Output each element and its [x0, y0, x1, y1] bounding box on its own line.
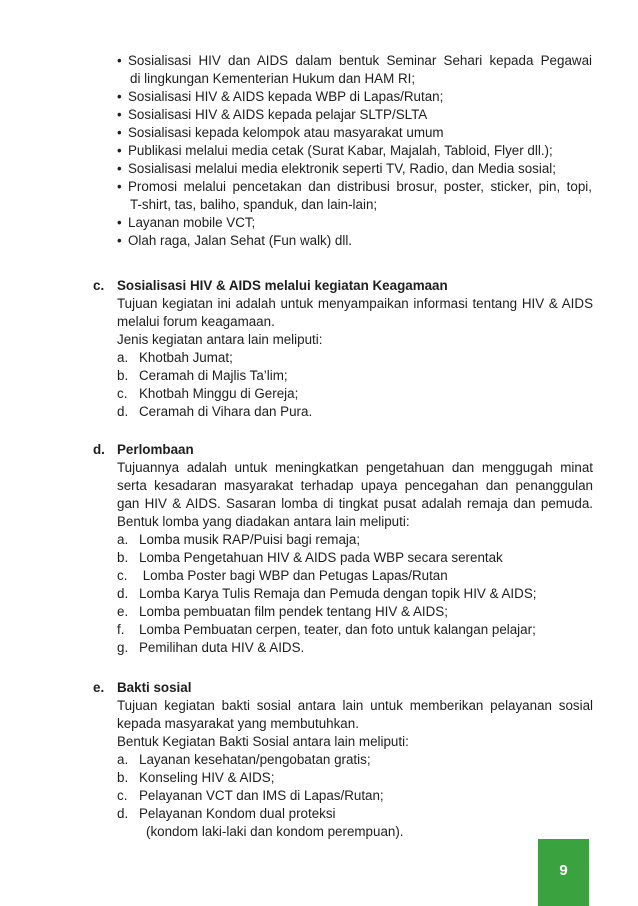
list-text: Lomba Pengetahuan HIV & AIDS pada WBP secara serentak — [139, 550, 503, 565]
bullet-text: Layanan mobile VCT; — [128, 215, 256, 230]
bullet-text-cont: T-shirt, tas, baliho, spanduk, dan lain-lain; — [130, 197, 378, 212]
bullet-dot: • — [117, 179, 122, 194]
paragraph-line: serta kesadaran masyarakat terhadap upaya pencegahan dan penanggulan — [117, 478, 593, 493]
bullet-item — [117, 160, 592, 178]
list-letter: d. — [117, 586, 129, 601]
bullet-text: Promosi melalui pencetakan dan distribusi brosur, poster, sticker, pin, topi, — [128, 179, 592, 194]
list-item — [117, 751, 593, 769]
bullet-text: Sosialisasi kepada kelompok atau masyarakat umum — [128, 125, 444, 140]
page-number-box — [538, 839, 589, 906]
list-item — [117, 549, 593, 567]
list-letter: b. — [117, 770, 129, 785]
list-letter: d. — [117, 404, 129, 419]
bullet-item — [117, 232, 592, 250]
list-letter: d. — [117, 806, 129, 821]
paragraph-line: Tujuannya adalah untuk meningkatkan pengetahuan dan menggugah minat — [117, 460, 593, 475]
bullet-text: Olah raga, Jalan Sehat (Fun walk) dll. — [128, 233, 353, 248]
bullet-item — [117, 178, 592, 214]
bullet-text: Sosialisasi melalui media elektronik seperti TV, Radio, dan Media sosial; — [128, 161, 556, 176]
list-letter: e. — [117, 604, 129, 619]
bullet-dot: • — [117, 161, 122, 176]
bullet-list — [117, 52, 592, 250]
list-letter: b. — [117, 368, 129, 383]
list-item — [117, 603, 593, 621]
page-number: 9 — [559, 862, 568, 879]
list-item — [117, 787, 593, 805]
section-body — [117, 679, 593, 841]
list-letter: g. — [117, 640, 129, 655]
bullet-dot: • — [117, 143, 122, 158]
paragraph-line: Tujuan kegiatan bakti sosial antara lain untuk memberikan pelayanan sosial — [117, 698, 593, 713]
list-letter: a. — [117, 350, 129, 365]
list-text: Lomba Pembuatan cerpen, teater, dan foto untuk kalangan pelajar; — [139, 622, 536, 637]
section-body — [117, 277, 593, 421]
list-intro: Bentuk lomba yang diadakan antara lain meliputi: — [117, 514, 410, 529]
list-text: Konseling HIV & AIDS; — [139, 770, 275, 785]
section-title: Perlombaan — [117, 442, 194, 457]
list-item — [117, 621, 593, 639]
list-intro: Bentuk Kegiatan Bakti Sosial antara lain meliputi: — [117, 734, 409, 749]
bullet-item — [117, 106, 592, 124]
bullet-dot: • — [117, 233, 122, 248]
list-intro: Jenis kegiatan antara lain meliputi: — [117, 332, 323, 347]
list-letter: b. — [117, 550, 129, 565]
paragraph-line: kepada masyarakat yang membutuhkan. — [117, 716, 359, 731]
list-item — [117, 531, 593, 549]
bullet-text: Sosialisasi HIV & AIDS kepada WBP di Lapas/Rutan; — [128, 89, 444, 104]
list-text: Khotbah Jumat; — [139, 350, 233, 365]
section-body — [117, 441, 593, 657]
bullet-dot: • — [117, 215, 122, 230]
list-text: Lomba Poster bagi WBP dan Petugas Lapas/Rutan — [139, 568, 448, 583]
paragraph-line: gan HIV & AIDS. Sasaran lomba di tingkat pusat adalah remaja dan pemuda. — [117, 496, 593, 511]
list-item — [117, 585, 593, 603]
bullet-item — [117, 124, 592, 142]
paragraph-line: Tujuan kegiatan ini adalah untuk menyampaikan informasi tentang HIV & AIDS — [117, 296, 593, 311]
section-title: Sosialisasi HIV & AIDS melalui kegiatan Keagamaan — [117, 278, 448, 293]
list-item — [117, 639, 593, 657]
list-text: Lomba Karya Tulis Remaja dan Pemuda dengan topik HIV & AIDS; — [139, 586, 537, 601]
list-item — [117, 385, 593, 403]
bullet-dot: • — [117, 53, 122, 68]
list-item — [117, 367, 593, 385]
list-text: Khotbah Minggu di Gereja; — [139, 386, 299, 401]
list-letter: a. — [117, 532, 129, 547]
list-letter: f. — [117, 622, 125, 637]
list-letter: a. — [117, 752, 129, 767]
bullet-item — [117, 214, 592, 232]
paragraph-line: melalui forum keagamaan. — [117, 314, 275, 329]
bullet-item — [117, 88, 592, 106]
section-letter: c. — [93, 278, 105, 293]
list-item — [117, 567, 593, 585]
bullet-text: Sosialisasi HIV dan AIDS dalam bentuk Seminar Sehari kepada Pegawai — [128, 53, 592, 68]
list-item — [117, 805, 593, 823]
list-text: Ceramah di Vihara dan Pura. — [139, 404, 313, 419]
section-title: Bakti sosial — [117, 680, 192, 695]
bullet-text: Publikasi melalui media cetak (Surat Kabar, Majalah, Tabloid, Flyer dll.); — [128, 143, 553, 158]
bullet-dot: • — [117, 125, 122, 140]
list-text: Pelayanan Kondom dual proteksi — [139, 806, 336, 821]
bullet-dot: • — [117, 107, 122, 122]
bullet-dot: • — [117, 89, 122, 104]
section-letter: e. — [93, 680, 105, 695]
list-item-continuation: (kondom laki-laki dan kondom perempuan). — [146, 824, 404, 839]
list-item — [117, 403, 593, 421]
section-letter: d. — [93, 442, 105, 457]
bullet-text: Sosialisasi HIV & AIDS kepada pelajar SLTP/SLTA — [128, 107, 428, 122]
bullet-item — [117, 142, 592, 160]
list-item — [117, 349, 593, 367]
list-text: Lomba musik RAP/Puisi bagi remaja; — [139, 532, 361, 547]
list-text: Ceramah di Majlis Ta’lim; — [139, 368, 288, 383]
list-text: Pemilihan duta HIV & AIDS. — [139, 640, 305, 655]
list-letter: c. — [117, 568, 128, 583]
list-text: Pelayanan VCT dan IMS di Lapas/Rutan; — [139, 788, 384, 803]
list-item — [117, 769, 593, 787]
list-text: Lomba pembuatan film pendek tentang HIV & AIDS; — [139, 604, 448, 619]
list-letter: c. — [117, 386, 128, 401]
list-text: Layanan kesehatan/pengobatan gratis; — [139, 752, 371, 767]
list-letter: c. — [117, 788, 128, 803]
bullet-text-cont: di lingkungan Kementerian Hukum dan HAM RI; — [130, 71, 416, 86]
bullet-item — [117, 52, 592, 88]
